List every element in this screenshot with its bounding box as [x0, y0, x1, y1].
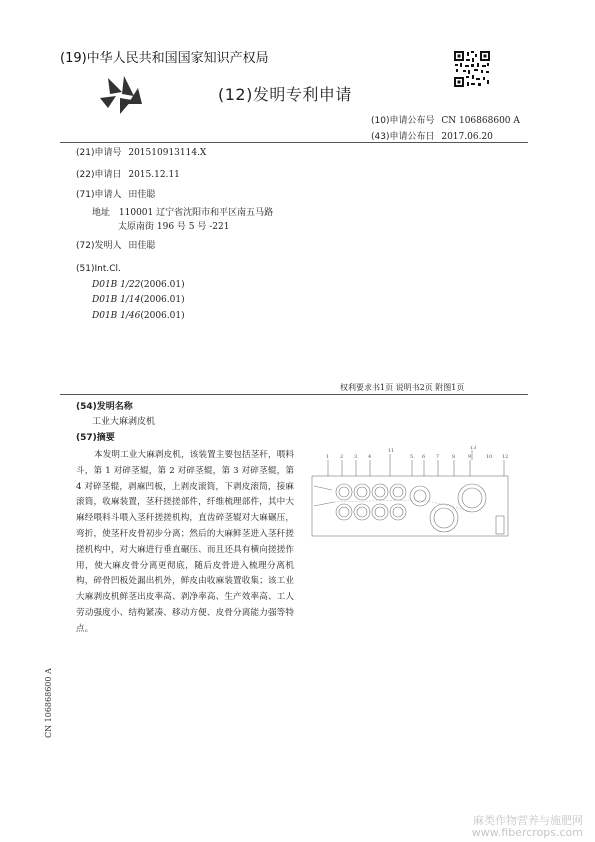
figure-label: 11	[388, 448, 395, 454]
publication-date-label: (43)申请公布日	[371, 132, 435, 142]
section-divider	[60, 394, 528, 395]
figure-label: 4	[368, 454, 372, 460]
applicant-name: 田佳聪	[128, 190, 156, 200]
application-date-row	[76, 168, 180, 182]
address-line-2: 太原南街 196 号 5 号 -221	[118, 222, 230, 232]
intcl-label: (51)Int.Cl.	[76, 264, 121, 274]
patent-figure	[304, 446, 526, 546]
publication-date: 2017.06.20	[441, 132, 493, 142]
page-count-info: 权利要求书1页 说明书2页 附图1页	[340, 383, 465, 392]
class-entry	[92, 293, 185, 307]
application-number-label: (21)申请号	[76, 148, 122, 158]
class-version: (2006.01)	[140, 295, 185, 305]
figure-label: 10	[486, 454, 493, 460]
publication-number-label: (10)申请公布号	[371, 116, 435, 126]
class-version: (2006.01)	[140, 311, 185, 321]
invention-name-label: (54)发明名称	[76, 402, 133, 412]
class-code: D01B 1/14	[92, 295, 141, 305]
inventor-row	[76, 239, 155, 253]
class-code: D01B 1/22	[92, 280, 141, 290]
abstract-text: 本发明工业大麻剥皮机，该装置主要包括茎秆，喂料斗，第 1 对碎茎辊，第 2 对碎茎辊，第 3 对碎茎辊，第 4 对碎茎辊，剥麻凹板，上剥皮滚筒，下剥皮滚筒，接麻滚筒，收麻装置，茎秆搓搓部件，纤维梳理部件，其中大麻经喂料斗喂入茎秆搓搓机构，直齿碎茎辊对大麻碾压，弯折，使茎秆皮骨初步分离；然后的大麻鲜茎进入茎秆搓搓机构中，对大麻进行垂直碾压、而且还具有横向搓搓作用，使大麻皮骨分离更彻底，随后皮骨进入梳理分离机构，碎骨凹板处漏出机外，鲜皮由收麻装置收集；该工业大麻剥皮机鲜茎出皮率高、剥净率高、生产效率高、工人劳动强度小、结构紧凑、移动方便、皮骨分离能力强等特点。	[76, 450, 294, 634]
emblem-logo	[98, 74, 146, 120]
address-line-1: 110001 辽宁省沈阳市和平区南五马路	[118, 208, 274, 218]
class-code: D01B 1/46	[92, 311, 141, 321]
application-number: 201510913114.X	[128, 148, 207, 158]
figure-label: 12	[502, 454, 509, 460]
document-type: (12)发明专利申请	[218, 85, 352, 104]
class-version: (2006.01)	[140, 280, 185, 290]
publication-number: CN 106868600 A	[441, 116, 520, 126]
address-row	[92, 206, 273, 220]
applicant-row	[76, 188, 155, 202]
header-divider	[60, 142, 528, 143]
office-name: (19)中华人民共和国国家知识产权局	[60, 51, 269, 66]
figure-label: 7	[436, 454, 440, 460]
application-number-row	[76, 146, 206, 160]
qr-code-image	[453, 50, 491, 88]
application-date-label: (22)申请日	[76, 170, 122, 180]
watermark-line-2: www.fibercrops.com	[471, 826, 583, 839]
applicant-label: (71)申请人	[76, 190, 122, 200]
side-publication-number: CN 106868600 A	[44, 668, 53, 738]
figure-label: 6	[422, 454, 426, 460]
figure-label: 8	[452, 454, 456, 460]
figure-label: 1	[326, 454, 330, 460]
abstract-label: (57)摘要	[76, 433, 115, 443]
figure-label: 5	[410, 454, 414, 460]
figure-label: 2	[340, 454, 344, 460]
inventor-label: (72)发明人	[76, 241, 122, 251]
invention-name: 工业大麻剥皮机	[92, 417, 156, 427]
class-entry	[92, 278, 185, 292]
figure-label: 9	[468, 454, 472, 460]
watermark-line-1: 麻类作物营养与施肥网	[473, 814, 583, 827]
inventor-name: 田佳聪	[128, 241, 156, 251]
class-entry	[92, 309, 185, 323]
address-label: 地址	[92, 208, 111, 218]
application-date: 2015.12.11	[128, 170, 180, 180]
figure-label: 13	[470, 446, 477, 451]
figure-label: 3	[354, 454, 358, 460]
